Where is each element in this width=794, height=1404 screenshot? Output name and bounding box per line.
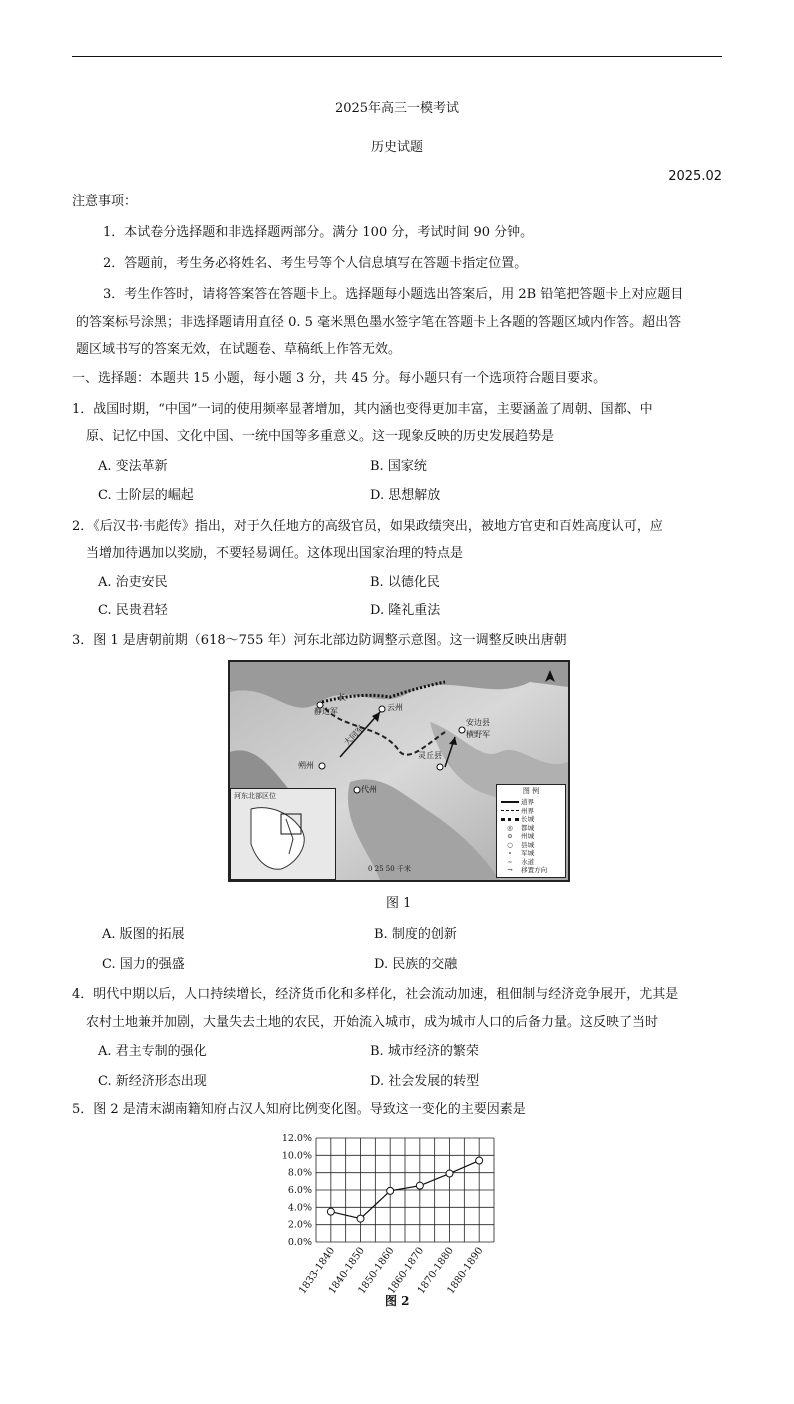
figure-1-map: [228, 660, 570, 882]
legend-item: 水道: [521, 857, 535, 866]
question-4-option-c: C. 新经济形态出现: [98, 1074, 207, 1089]
notice-heading: 注意事项：: [72, 194, 138, 209]
figure-2-caption: 图 2: [385, 1294, 410, 1308]
legend-item: 道界: [521, 798, 535, 806]
question-1-option-a: A. 变法革新: [98, 459, 168, 474]
question-1-option-d: D. 思想解放: [370, 488, 441, 503]
shuozhou-marker: [319, 763, 325, 769]
map-label-daizhou: 代州: [361, 785, 377, 794]
map-label-shuozhou: 朔州: [298, 761, 314, 770]
inset-map: [230, 788, 336, 880]
section-1-heading: 一、选择题：本题共 15 小题，每小题 3 分，共 45 分。每小题只有一个选项符合题目要求。: [72, 371, 607, 386]
map-label-anbian: 安边县: [466, 718, 490, 727]
legend-item: 州城: [521, 832, 535, 840]
legend-item: 都城: [521, 823, 535, 832]
figure-1-caption: 图 1: [386, 896, 412, 911]
data-point: [357, 1215, 364, 1222]
x-tick-label: 1840-1850: [326, 1245, 367, 1297]
question-1-stem-line-2: 原、记忆中国、文化中国、一统中国等多重意义。这一现象反映的历史发展趋势是: [86, 429, 555, 444]
question-2-option-b: B. 以德化民: [370, 575, 440, 590]
notice-item-2: 2．答题前，考生务必将姓名、考生号等个人信息填写在答题卡指定位置。: [103, 256, 528, 271]
x-tick-label: 1880-1890: [445, 1245, 486, 1297]
map-label-yunzhou: 云州: [387, 703, 403, 712]
notice-item-3-line-2: 的答案标号涂黑；非选择题请用直径 0. 5 毫米黑色墨水签字笔在答题卡上各题的答题区域内作答。超出答: [76, 315, 682, 330]
notice-item-3-line-3: 题区域书写的答案无效，在试题卷、草稿纸上作答无效。: [76, 342, 402, 357]
inset-map-title: 河东北部区位: [234, 792, 276, 800]
x-tick-label: 1833-1840: [297, 1245, 338, 1297]
map-label-jingbian: 静边军: [314, 707, 338, 716]
question-2-option-a: A. 治吏安民: [98, 575, 168, 590]
map-scale-bar: 0 25 50 千米: [368, 865, 411, 873]
top-rule: [72, 56, 722, 57]
y-tick-label: 2.0%: [287, 1219, 312, 1231]
y-tick-label: 12.0%: [281, 1133, 312, 1144]
exam-subject: 历史试题: [370, 140, 423, 155]
y-tick-label: 0.0%: [287, 1237, 312, 1248]
data-point: [327, 1208, 334, 1215]
map-label-hengye: 横野军: [466, 730, 490, 739]
question-4-option-d: D. 社会发展的转型: [370, 1074, 480, 1089]
question-2-option-d: D. 隆礼重法: [370, 603, 441, 618]
question-2-stem-line-2: 当增加待遇加以奖励，不要轻易调任。这体现出国家治理的特点是: [86, 546, 464, 561]
question-3-option-c: C. 国力的强盛: [102, 957, 185, 972]
y-tick-label: 10.0%: [281, 1150, 312, 1162]
question-4-stem-line-1: 4．明代中期以后，人口持续增长，经济货币化和多样化，社会流动加速，租佃制与经济竞争展开，尤其是: [72, 987, 679, 1002]
x-tick-label: 1870-1880: [415, 1245, 456, 1297]
yunzhou-marker: [379, 706, 385, 712]
line-chart: [262, 1128, 530, 1313]
daizhou-marker: [354, 787, 360, 793]
question-3-option-b: B. 制度的创新: [374, 927, 457, 942]
legend-item: 移置方向: [521, 866, 548, 874]
data-point: [476, 1157, 483, 1164]
data-point: [446, 1170, 453, 1177]
question-1-stem-line-1: 1．战国时期，“中国”一词的使用频率显著增加，其内涵也变得更加丰富，主要涵盖了周朝、国都、中: [72, 402, 653, 417]
data-point: [416, 1182, 423, 1189]
exam-date: 2025.02: [668, 169, 722, 184]
legend-item: 县城: [521, 840, 535, 849]
question-4-option-a: A. 君主专制的强化: [98, 1044, 207, 1059]
question-3-option-a: A. 版图的拓展: [102, 927, 185, 942]
anbian-marker: [459, 727, 465, 733]
legend-item: 长城: [521, 815, 535, 823]
notice-item-3-line-1: 3．考生作答时，请将答案答在答题卡上。选择题每小题选出答案后，用 2B 铅笔把答题卡上对应题目: [103, 287, 684, 302]
notice-item-1: 1．本试卷分选择题和非选择题两部分。满分 100 分，考试时间 90 分钟。: [103, 225, 534, 240]
question-4-stem-line-2: 农村土地兼并加剧，大量失去土地的农民，开始流入城市，成为城市人口的后备力量。这反映了当时: [86, 1015, 659, 1030]
question-3-option-d: D. 民族的交融: [374, 957, 458, 972]
data-point: [387, 1187, 394, 1194]
question-2-stem-line-1: 2．《后汉书·韦彪传》指出，对于久任地方的高级官员，如果政绩突出，被地方官吏和百姓高度认可，应: [72, 519, 663, 534]
x-tick-label: 1850-1860: [356, 1245, 397, 1297]
legend-title: 图 例: [522, 787, 540, 795]
map-label-changcheng: 长: [338, 693, 346, 702]
figure-2-chart: [262, 1128, 530, 1313]
x-tick-label: 1860-1870: [386, 1245, 427, 1297]
legend-item: 州界: [521, 806, 535, 815]
question-2-option-c: C. 民贵君轻: [98, 603, 168, 618]
map-label-lingqiu: 灵丘县: [418, 751, 442, 760]
map-label-datong: 大同军: [342, 723, 366, 748]
question-1-option-b: B. 国家统: [370, 459, 427, 474]
question-3-stem-line-1: 3．图 1 是唐朝前期（618～755 年）河东北部边防调整示意图。这一调整反映出唐朝: [72, 633, 567, 648]
question-5-stem-line-1: 5．图 2 是清末湖南籍知府占汉人知府比例变化图。导致这一变化的主要因素是: [72, 1102, 526, 1117]
question-1-option-c: C. 士阶层的崛起: [98, 488, 194, 503]
map-legend: 图 例 道界 州界 长城 ◎ 都城 ⊙ 州城 ○ 县城 ∘ 军城 ∼ 水道 → 移置方向: [496, 784, 566, 878]
lingqiu-marker: [437, 764, 443, 770]
y-tick-label: 4.0%: [287, 1202, 312, 1214]
legend-item: 军城: [521, 849, 535, 857]
question-4-option-b: B. 城市经济的繁荣: [370, 1044, 479, 1059]
y-tick-label: 6.0%: [287, 1185, 312, 1196]
y-tick-label: 8.0%: [287, 1167, 312, 1179]
exam-title: 2025年高三一模考试: [334, 101, 460, 116]
